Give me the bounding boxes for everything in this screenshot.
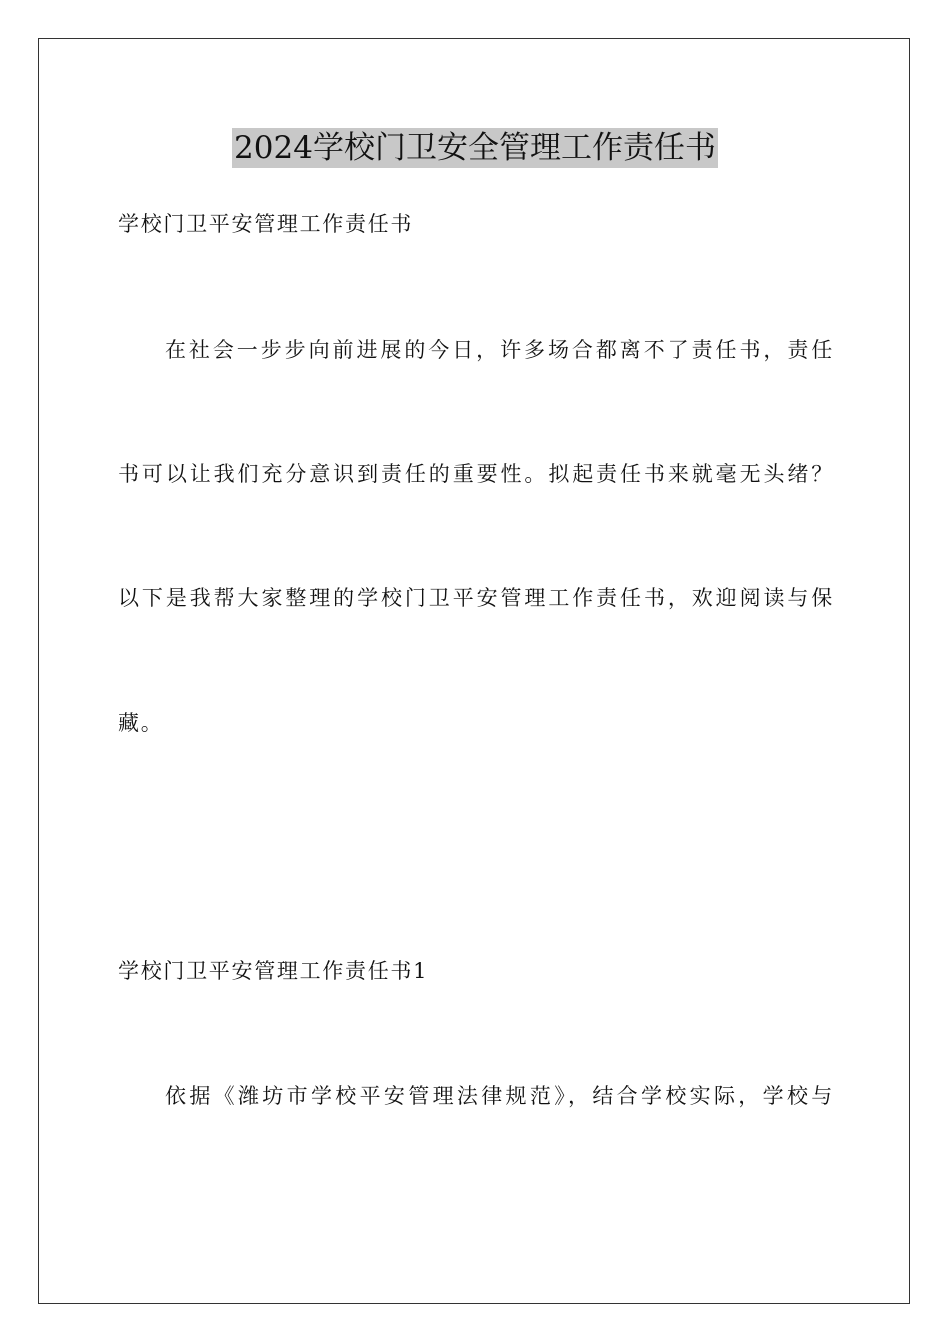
paragraph-line-1: 在社会一步步向前进展的今日，许多场合都离不了责任书，责任 <box>165 338 834 362</box>
paragraph-line-4: 藏。 <box>118 711 164 735</box>
paragraph-line-5: 依据《潍坊市学校平安管理法律规范》，结合学校实际，学校与 <box>165 1084 834 1108</box>
section-heading: 学校门卫平安管理工作责任书1 <box>118 959 429 983</box>
subtitle-line: 学校门卫平安管理工作责任书 <box>118 212 414 236</box>
paragraph-line-3: 以下是我帮大家整理的学校门卫平安管理工作责任书，欢迎阅读与保 <box>118 586 834 610</box>
document-title: 2024学校门卫安全管理工作责任书 <box>234 130 716 166</box>
title-container <box>0 128 950 168</box>
paragraph-line-2: 书可以让我们充分意识到责任的重要性。拟起责任书来就毫无头绪？ <box>118 462 834 486</box>
